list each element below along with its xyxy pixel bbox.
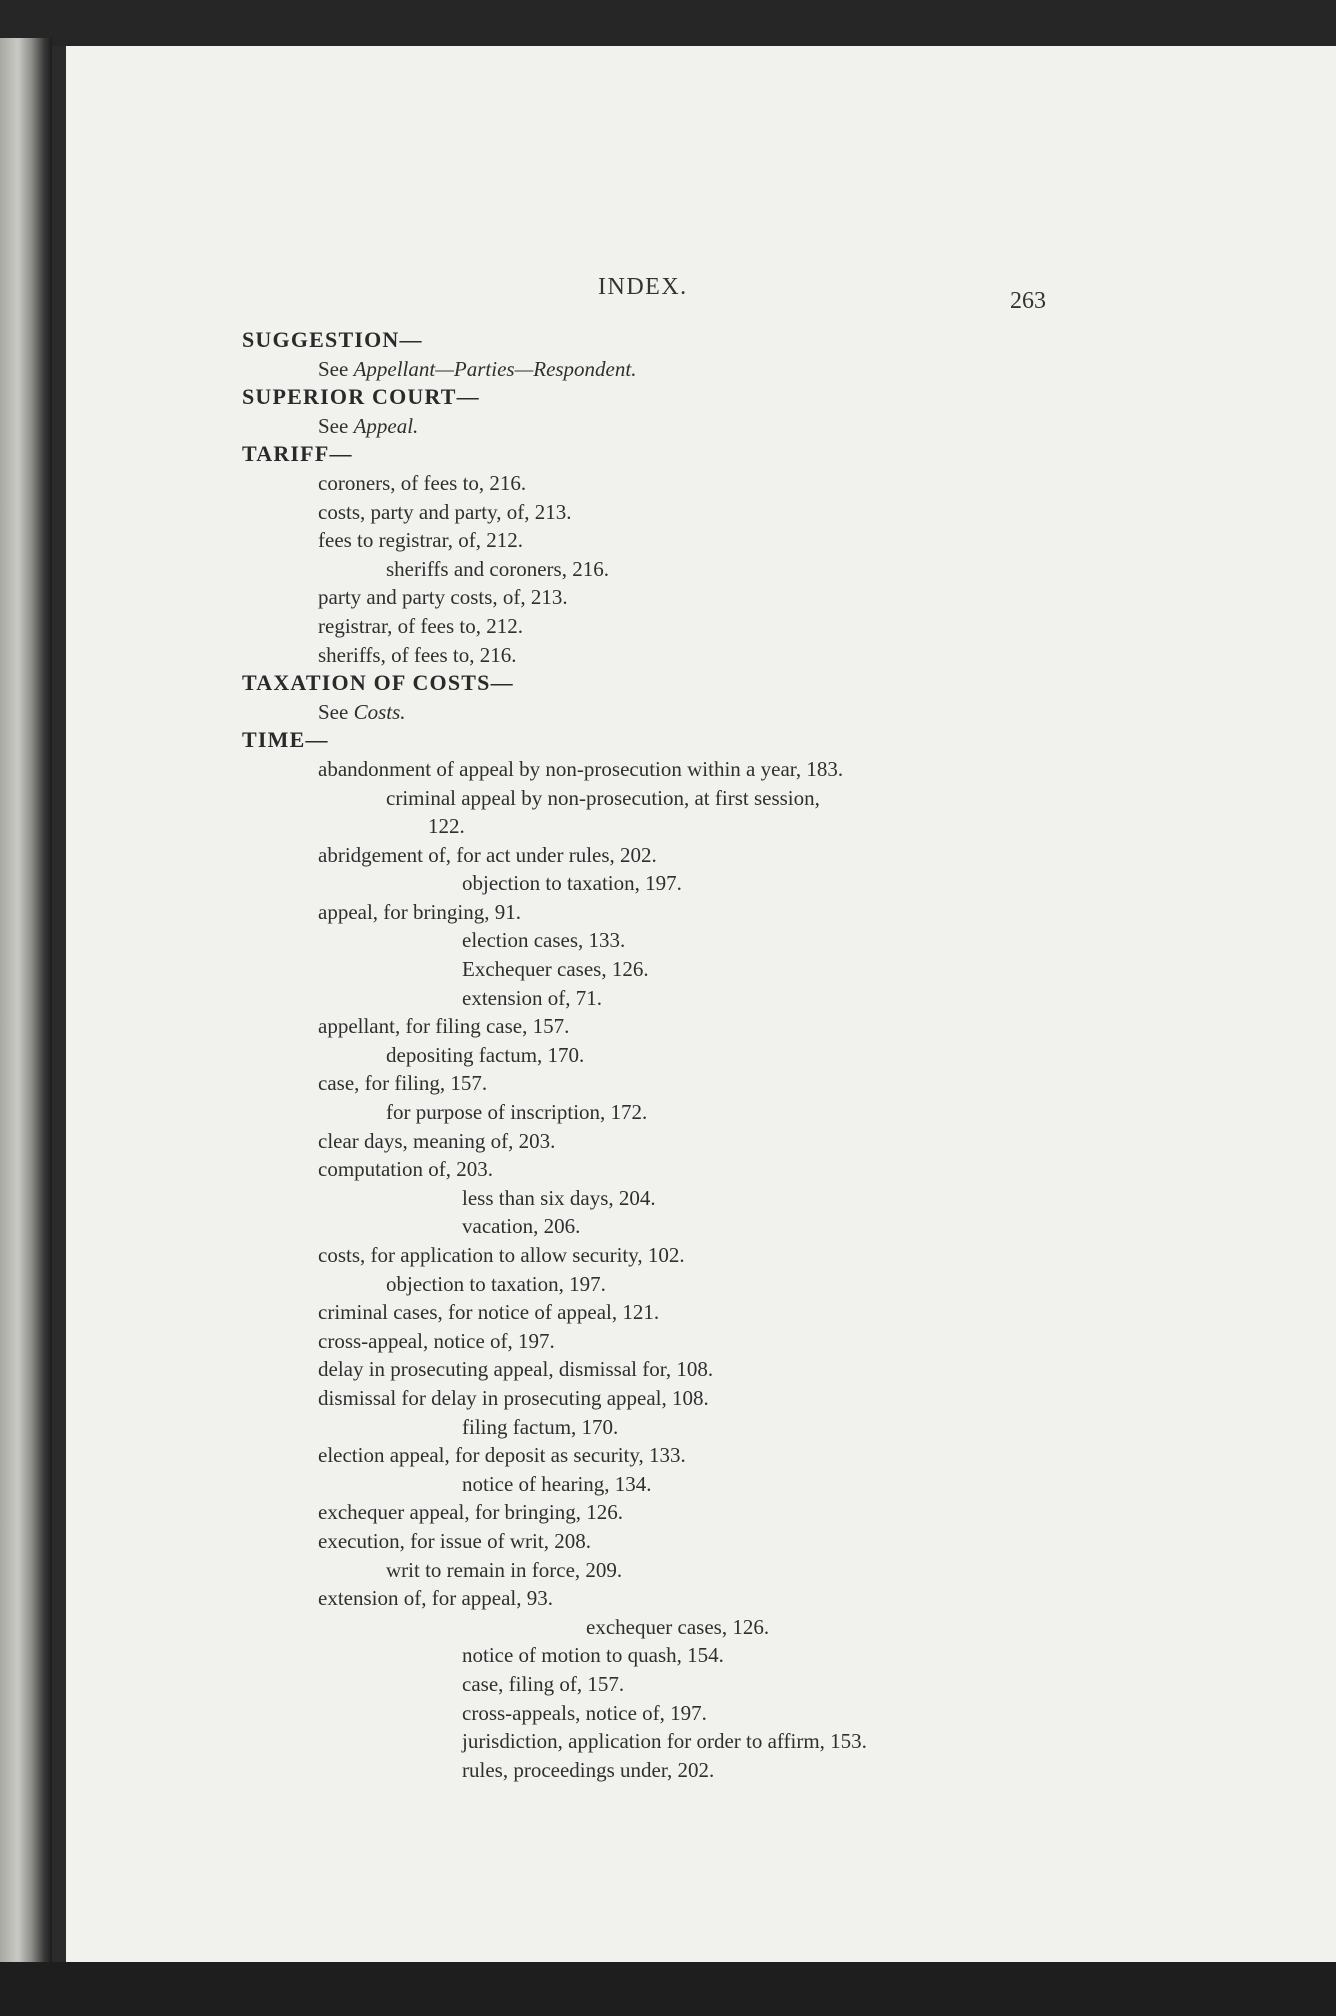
index-entry xyxy=(66,498,1336,527)
index-entry xyxy=(66,1384,1336,1413)
index-heading xyxy=(66,326,1336,355)
entry-text: abridgement of, for act under rules, 202. xyxy=(318,842,657,867)
index-entry xyxy=(66,1641,1336,1670)
entry-text: extension of, 71. xyxy=(462,985,602,1010)
index-entry xyxy=(66,555,1336,584)
entry-text: writ to remain in force, 209. xyxy=(386,1557,623,1582)
entry-text: See Appeal. xyxy=(318,413,419,438)
see-reference xyxy=(66,355,1336,384)
index-entry xyxy=(66,812,1336,841)
entry-text: less than six days, 204. xyxy=(462,1185,656,1210)
scan-top-edge xyxy=(0,0,1336,46)
index-entry xyxy=(66,1613,1336,1642)
heading-text: SUGGESTION— xyxy=(242,327,423,352)
index-entry xyxy=(66,1184,1336,1213)
entry-text: abandonment of appeal by non-prosecution within a year, 183. xyxy=(318,756,844,781)
heading-text: TAXATION OF COSTS— xyxy=(242,670,514,696)
index-entry xyxy=(66,898,1336,927)
entry-text: party and party costs, of, 213. xyxy=(318,585,568,610)
index-entry xyxy=(66,1527,1336,1556)
entry-text: notice of motion to quash, 154. xyxy=(462,1643,724,1668)
scan-bottom-edge xyxy=(0,1962,1336,2016)
heading-text: SUPERIOR COURT— xyxy=(242,384,480,410)
index-entry xyxy=(66,1355,1336,1384)
entry-text: cross-appeals, notice of, 197. xyxy=(462,1700,707,1725)
index-entry xyxy=(66,755,1336,784)
index-entry xyxy=(66,869,1336,898)
entry-text: costs, for application to allow security, 102. xyxy=(318,1243,685,1267)
entry-text: vacation, 206. xyxy=(462,1214,581,1239)
index-heading xyxy=(66,669,1336,698)
index-entry xyxy=(66,1212,1336,1241)
entry-text: criminal cases, for notice of appeal, 121. xyxy=(318,1300,660,1325)
index-entry xyxy=(66,784,1336,813)
heading-text: TARIFF— xyxy=(242,441,353,467)
index-entry xyxy=(66,1470,1336,1499)
index-entry xyxy=(66,1584,1336,1613)
index-entry xyxy=(66,926,1336,955)
entry-text: election appeal, for deposit as security, 133. xyxy=(318,1443,686,1468)
entry-text: election cases, 133. xyxy=(462,928,626,953)
index-entry xyxy=(66,841,1336,870)
entry-text: delay in prosecuting appeal, dismissal for, 108. xyxy=(318,1357,714,1382)
index-entry xyxy=(66,955,1336,984)
entry-text: Exchequer cases, 126. xyxy=(462,957,649,982)
entry-text: computation of, 203. xyxy=(318,1157,493,1182)
entry-text: execution, for issue of writ, 208. xyxy=(318,1528,591,1553)
entry-text: fees to registrar, of, 212. xyxy=(318,528,524,553)
entry-text: extension of, for appeal, 93. xyxy=(318,1586,554,1611)
book-page xyxy=(66,46,1336,1962)
see-target: Appellant—Parties—Respondent. xyxy=(353,356,637,381)
index-entry xyxy=(66,641,1336,670)
entry-text: case, for filing, 157. xyxy=(318,1071,488,1096)
entry-text: registrar, of fees to, 212. xyxy=(318,613,524,638)
index-entries xyxy=(66,326,1336,1784)
entry-text: rules, proceedings under, 202. xyxy=(462,1757,715,1782)
entry-text: for purpose of inscription, 172. xyxy=(386,1100,648,1125)
entry-text: filing factum, 170. xyxy=(462,1414,619,1439)
adjacent-page-edge xyxy=(0,38,52,2016)
index-heading xyxy=(66,440,1336,469)
index-entry xyxy=(66,1727,1336,1756)
see-reference xyxy=(66,412,1336,441)
index-entry xyxy=(66,1498,1336,1527)
entry-text: cross-appeal, notice of, 197. xyxy=(318,1328,555,1353)
page-number: 263 xyxy=(1010,288,1046,314)
entry-text: sheriffs and coroners, 216. xyxy=(386,556,609,581)
index-entry xyxy=(66,1098,1336,1127)
index-entry xyxy=(66,1127,1336,1156)
entry-text: sheriffs, of fees to, 216. xyxy=(318,642,517,667)
index-entry xyxy=(66,1670,1336,1699)
index-entry xyxy=(66,1556,1336,1585)
index-entry xyxy=(66,1012,1336,1041)
index-heading xyxy=(66,383,1336,412)
index-entry xyxy=(66,1041,1336,1070)
entry-text: appellant, for filing case, 157. xyxy=(318,1014,570,1039)
entry-text: exchequer appeal, for bringing, 126. xyxy=(318,1500,623,1525)
entry-text: coroners, of fees to, 216. xyxy=(318,470,527,495)
entry-text: See Appellant—Parties—Respondent. xyxy=(318,356,637,381)
see-target: Costs. xyxy=(353,699,406,724)
index-entry xyxy=(66,1241,1336,1270)
entry-text: See Costs. xyxy=(318,699,406,724)
index-entry xyxy=(66,1441,1336,1470)
see-reference xyxy=(66,698,1336,727)
index-heading xyxy=(66,726,1336,755)
entry-text: jurisdiction, application for order to affirm, 153. xyxy=(462,1729,867,1754)
index-entry xyxy=(66,1298,1336,1327)
entry-text: 122. xyxy=(428,814,465,839)
entry-text: criminal appeal by non-prosecution, at first session, xyxy=(386,785,820,810)
entry-text: exchequer cases, 126. xyxy=(586,1614,770,1639)
heading-text: TIME— xyxy=(242,727,329,753)
index-entry xyxy=(66,984,1336,1013)
running-header: INDEX. xyxy=(598,274,688,300)
index-entry xyxy=(66,469,1336,498)
entry-text: clear days, meaning of, 203. xyxy=(318,1128,556,1153)
entry-text: objection to taxation, 197. xyxy=(462,871,682,896)
entry-text: objection to taxation, 197. xyxy=(386,1271,606,1296)
see-target: Appeal. xyxy=(353,413,419,438)
entry-text: notice of hearing, 134. xyxy=(462,1471,652,1496)
index-entry xyxy=(66,1155,1336,1184)
entry-text: dismissal for delay in prosecuting appeal, 108. xyxy=(318,1385,709,1410)
index-entry xyxy=(66,1270,1336,1299)
index-entry xyxy=(66,1069,1336,1098)
index-entry xyxy=(66,1413,1336,1442)
entry-text: appeal, for bringing, 91. xyxy=(318,899,521,924)
index-entry xyxy=(66,1327,1336,1356)
index-entry xyxy=(66,526,1336,555)
index-entry xyxy=(66,583,1336,612)
index-entry xyxy=(66,1699,1336,1728)
index-entry xyxy=(66,1756,1336,1785)
entry-text: case, filing of, 157. xyxy=(462,1671,625,1696)
entry-text: depositing factum, 170. xyxy=(386,1042,585,1067)
index-entry xyxy=(66,612,1336,641)
entry-text: costs, party and party, of, 213. xyxy=(318,499,572,524)
